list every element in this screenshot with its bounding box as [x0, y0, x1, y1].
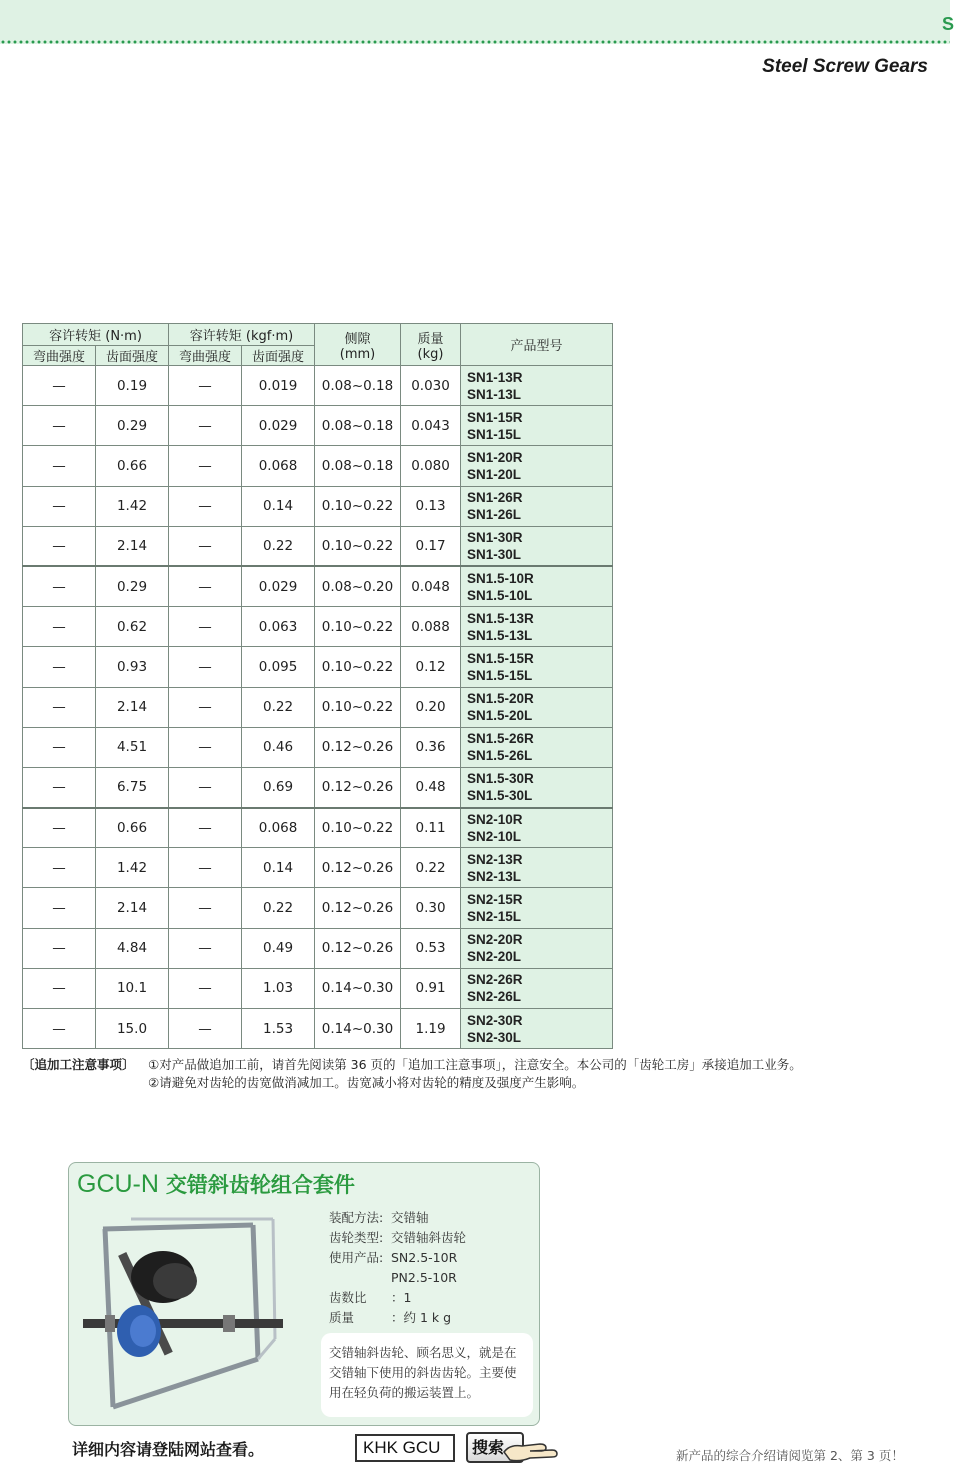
- cell-bending-kgfm: —: [169, 526, 242, 566]
- spec-row: [329, 1287, 466, 1307]
- cell-backlash: 0.10~0.22: [315, 526, 401, 566]
- cell-bending-kgfm: —: [169, 366, 242, 406]
- search-input[interactable]: KHK GCU: [355, 1434, 455, 1462]
- cell-bending-kgfm: —: [169, 888, 242, 928]
- cell-surface-kgfm: 0.69: [242, 767, 315, 807]
- model-right: SN2-30R: [467, 1012, 523, 1028]
- cell-bending-kgfm: —: [169, 968, 242, 1008]
- spec-list: [329, 1207, 466, 1327]
- cell-surface-kgfm: 0.22: [242, 526, 315, 566]
- cell-backlash: 0.08~0.20: [315, 566, 401, 606]
- cell-model: [461, 406, 613, 446]
- cell-model: [461, 647, 613, 687]
- model-left: SN1.5-15L: [467, 667, 533, 683]
- cell-surface-kgfm: 0.029: [242, 566, 315, 606]
- model-right: SN1-13R: [467, 369, 523, 385]
- cell-bending-nm: —: [23, 607, 96, 647]
- cell-model: [461, 767, 613, 807]
- table-row: [23, 526, 613, 566]
- model-left: SN2-26L: [467, 989, 522, 1005]
- cell-surface-kgfm: 0.068: [242, 446, 315, 486]
- spec-value: 交错轴斜齿轮: [391, 1230, 467, 1245]
- cell-bending-kgfm: —: [169, 808, 242, 848]
- cell-model: [461, 727, 613, 767]
- cell-model: [461, 1009, 613, 1049]
- cell-surface-nm: 0.29: [96, 406, 169, 446]
- model-right: SN1-20R: [467, 449, 523, 465]
- spec-key: 质量: [329, 1310, 355, 1325]
- model-left: SN1-15L: [467, 426, 522, 442]
- cell-surface-nm: 0.29: [96, 566, 169, 606]
- cell-bending-nm: —: [23, 968, 96, 1008]
- cell-surface-nm: 15.0: [96, 1009, 169, 1049]
- edge-letter: S: [942, 14, 954, 34]
- table-row: [23, 446, 613, 486]
- model-left: SN1-30L: [467, 547, 522, 563]
- cell-model: [461, 566, 613, 606]
- cell-bending-nm: —: [23, 647, 96, 687]
- table-row: [23, 687, 613, 727]
- cell-bending-kgfm: —: [169, 446, 242, 486]
- notes-label: 〔追加工注意事项〕: [22, 1057, 135, 1072]
- model-right: SN1.5-15R: [467, 650, 534, 666]
- cell-surface-nm: 4.51: [96, 727, 169, 767]
- cell-bending-nm: —: [23, 1009, 96, 1049]
- spec-table: [22, 323, 613, 1049]
- cell-surface-nm: 0.66: [96, 808, 169, 848]
- table-row: [23, 607, 613, 647]
- desc-line: 用在轻负荷的搬运装置上。: [329, 1385, 480, 1400]
- cell-backlash: 0.14~0.30: [315, 968, 401, 1008]
- product-box: [68, 1162, 540, 1426]
- cell-bending-kgfm: —: [169, 406, 242, 446]
- cell-backlash: 0.12~0.26: [315, 767, 401, 807]
- cell-mass: 0.048: [401, 566, 461, 606]
- model-left: SN1.5-30L: [467, 788, 533, 804]
- model-right: SN1-26R: [467, 490, 523, 506]
- model-left: SN2-30L: [467, 1029, 522, 1045]
- cell-surface-nm: 6.75: [96, 767, 169, 807]
- cell-bending-nm: —: [23, 446, 96, 486]
- cell-bending-kgfm: —: [169, 647, 242, 687]
- header-backlash: 侧隙 (mm): [315, 324, 401, 366]
- table-row: [23, 366, 613, 406]
- model-right: SN2-13R: [467, 851, 523, 867]
- product-code: GCU-N: [77, 1170, 159, 1198]
- cell-surface-nm: 2.14: [96, 526, 169, 566]
- page-title: Steel Screw Gears: [762, 56, 928, 77]
- model-left: SN2-15L: [467, 909, 522, 925]
- spec-value: 交错轴: [391, 1210, 429, 1225]
- table-row: [23, 848, 613, 888]
- cell-bending-nm: —: [23, 366, 96, 406]
- model-right: SN1-15R: [467, 409, 523, 425]
- model-right: SN1.5-13R: [467, 610, 534, 626]
- cell-surface-kgfm: 0.095: [242, 647, 315, 687]
- model-right: SN1.5-10R: [467, 570, 534, 586]
- cell-mass: 0.20: [401, 687, 461, 727]
- note-2: ②请避免对齿轮的齿宽做消减加工。齿宽减小将对齿轮的精度及强度产生影响。: [148, 1075, 585, 1090]
- cell-mass: 0.12: [401, 647, 461, 687]
- product-name: 交错斜齿轮组合套件: [165, 1173, 355, 1197]
- spec-value: SN2.5-10R: [391, 1249, 458, 1265]
- model-right: SN2-26R: [467, 972, 523, 988]
- gear-kit-image: [83, 1219, 291, 1417]
- cell-backlash: 0.10~0.22: [315, 647, 401, 687]
- cell-model: [461, 687, 613, 727]
- top-band: [0, 0, 954, 44]
- model-right: SN2-20R: [467, 932, 523, 948]
- spec-key: 齿轮类型:: [329, 1230, 384, 1245]
- cell-surface-nm: 4.84: [96, 928, 169, 968]
- cell-backlash: 0.10~0.22: [315, 687, 401, 727]
- model-left: SN1.5-20L: [467, 708, 533, 724]
- cell-bending-nm: —: [23, 566, 96, 606]
- cell-bending-nm: —: [23, 767, 96, 807]
- model-left: SN1-13L: [467, 386, 522, 402]
- model-left: SN1.5-26L: [467, 748, 533, 764]
- cell-surface-nm: 0.66: [96, 446, 169, 486]
- search-button[interactable]: 搜索: [466, 1432, 524, 1463]
- cell-surface-nm: 2.14: [96, 888, 169, 928]
- cell-bending-nm: —: [23, 808, 96, 848]
- header-bending-2: 弯曲强度: [169, 346, 242, 366]
- cell-surface-kgfm: 0.22: [242, 888, 315, 928]
- model-left: SN1.5-13L: [467, 627, 533, 643]
- cell-mass: 0.13: [401, 486, 461, 526]
- model-left: SN1-20L: [467, 466, 522, 482]
- table-row: [23, 727, 613, 767]
- cell-backlash: 0.08~0.18: [315, 446, 401, 486]
- cell-bending-kgfm: —: [169, 486, 242, 526]
- cell-model: [461, 808, 613, 848]
- cell-mass: 0.11: [401, 808, 461, 848]
- header-surface-2: 齿面强度: [242, 346, 315, 366]
- model-right: SN1.5-26R: [467, 731, 534, 747]
- cell-model: [461, 446, 613, 486]
- header-model: 产品型号: [461, 324, 613, 366]
- spec-row: [329, 1247, 466, 1267]
- cell-surface-nm: 0.62: [96, 607, 169, 647]
- cell-mass: 0.48: [401, 767, 461, 807]
- cell-surface-nm: 10.1: [96, 968, 169, 1008]
- cell-backlash: 0.08~0.18: [315, 366, 401, 406]
- cell-surface-kgfm: 0.49: [242, 928, 315, 968]
- visit-website-text: 详细内容请登陆网站查看。: [72, 1440, 265, 1459]
- model-right: SN2-10R: [467, 811, 523, 827]
- table-row: [23, 486, 613, 526]
- cell-model: [461, 366, 613, 406]
- cell-model: [461, 526, 613, 566]
- cell-surface-kgfm: 1.03: [242, 968, 315, 1008]
- spec-value: ：1: [391, 1290, 412, 1305]
- footer-note: 新产品的综合介绍请阅览第 2、第 3 页！: [676, 1448, 904, 1463]
- cell-mass: 0.22: [401, 848, 461, 888]
- cell-mass: 0.080: [401, 446, 461, 486]
- cell-mass: 0.53: [401, 928, 461, 968]
- spec-row: [329, 1267, 466, 1287]
- cell-surface-kgfm: 0.068: [242, 808, 315, 848]
- cell-bending-nm: —: [23, 727, 96, 767]
- cell-mass: 0.030: [401, 366, 461, 406]
- cell-backlash: 0.14~0.30: [315, 1009, 401, 1049]
- table-row: [23, 566, 613, 606]
- cell-surface-kgfm: 0.22: [242, 687, 315, 727]
- cell-backlash: 0.10~0.22: [315, 486, 401, 526]
- note-1: ①对产品做追加工前，请首先阅读第 36 页的「追加工注意事项」，注意安全。本公司的「齿轮工房」承接追加工业务。: [148, 1057, 802, 1072]
- cell-bending-nm: —: [23, 848, 96, 888]
- table-row: [23, 888, 613, 928]
- desc-line: 交错轴斜齿轮、顾名思义，就是在: [329, 1345, 517, 1360]
- description-box: [321, 1333, 533, 1417]
- notes: [22, 1055, 802, 1091]
- cell-bending-kgfm: —: [169, 687, 242, 727]
- header-torque-nm: 容许转矩 (N·m): [23, 324, 169, 346]
- cell-bending-kgfm: —: [169, 928, 242, 968]
- cell-surface-kgfm: 0.063: [242, 607, 315, 647]
- spec-row: [329, 1307, 466, 1327]
- header-surface-1: 齿面强度: [96, 346, 169, 366]
- spec-key: 使用产品:: [329, 1250, 384, 1265]
- model-left: SN2-20L: [467, 949, 522, 965]
- cell-backlash: 0.12~0.26: [315, 727, 401, 767]
- cell-backlash: 0.10~0.22: [315, 808, 401, 848]
- cell-backlash: 0.12~0.26: [315, 848, 401, 888]
- cell-surface-kgfm: 1.53: [242, 1009, 315, 1049]
- table-row: [23, 928, 613, 968]
- spec-key: 齿数比: [329, 1290, 367, 1305]
- product-title: [77, 1169, 355, 1199]
- model-right: SN1.5-30R: [467, 771, 534, 787]
- cell-surface-nm: 0.93: [96, 647, 169, 687]
- spec-row: [329, 1207, 466, 1227]
- dotted-border: [0, 40, 950, 44]
- header-mass: 质量 (kg): [401, 324, 461, 366]
- model-left: SN1-26L: [467, 507, 522, 523]
- model-left: SN1.5-10L: [467, 587, 533, 603]
- cell-backlash: 0.10~0.22: [315, 607, 401, 647]
- cell-mass: 0.91: [401, 968, 461, 1008]
- spec-row: [329, 1227, 466, 1247]
- spec-key: 装配方法:: [329, 1210, 384, 1225]
- cell-bending-nm: —: [23, 687, 96, 727]
- spec-value: PN2.5-10R: [391, 1269, 457, 1285]
- cell-bending-kgfm: —: [169, 566, 242, 606]
- cell-model: [461, 928, 613, 968]
- cell-model: [461, 888, 613, 928]
- cell-backlash: 0.12~0.26: [315, 928, 401, 968]
- cell-bending-nm: —: [23, 486, 96, 526]
- cell-surface-kgfm: 0.019: [242, 366, 315, 406]
- cell-bending-kgfm: —: [169, 848, 242, 888]
- cell-bending-kgfm: —: [169, 727, 242, 767]
- cell-backlash: 0.08~0.18: [315, 406, 401, 446]
- cell-surface-nm: 1.42: [96, 486, 169, 526]
- table-row: [23, 406, 613, 446]
- cell-mass: 1.19: [401, 1009, 461, 1049]
- cell-backlash: 0.12~0.26: [315, 888, 401, 928]
- model-right: SN1.5-20R: [467, 691, 534, 707]
- cell-mass: 0.17: [401, 526, 461, 566]
- header-torque-kgfm: 容许转矩 (kgf·m): [169, 324, 315, 346]
- pointing-hand-icon: [500, 1438, 560, 1463]
- desc-line: 交错轴下使用的斜齿齿轮。主要使: [329, 1365, 517, 1380]
- model-left: SN2-13L: [467, 868, 522, 884]
- cell-bending-kgfm: —: [169, 1009, 242, 1049]
- cell-surface-nm: 1.42: [96, 848, 169, 888]
- table-row: [23, 1009, 613, 1049]
- spec-value: ：约 1 k g: [391, 1310, 452, 1325]
- table-row: [23, 647, 613, 687]
- header-bending-1: 弯曲强度: [23, 346, 96, 366]
- table-row: [23, 767, 613, 807]
- cell-mass: 0.30: [401, 888, 461, 928]
- cell-mass: 0.36: [401, 727, 461, 767]
- cell-model: [461, 968, 613, 1008]
- cell-surface-nm: 2.14: [96, 687, 169, 727]
- table-row: [23, 968, 613, 1008]
- cell-surface-kgfm: 0.029: [242, 406, 315, 446]
- model-right: SN1-30R: [467, 530, 523, 546]
- cell-model: [461, 848, 613, 888]
- cell-bending-kgfm: —: [169, 767, 242, 807]
- cell-bending-nm: —: [23, 526, 96, 566]
- table-row: [23, 808, 613, 848]
- cell-bending-nm: —: [23, 928, 96, 968]
- table-body: [23, 366, 613, 1049]
- cell-bending-kgfm: —: [169, 607, 242, 647]
- cell-surface-nm: 0.19: [96, 366, 169, 406]
- cell-mass: 0.088: [401, 607, 461, 647]
- cell-bending-nm: —: [23, 888, 96, 928]
- cell-mass: 0.043: [401, 406, 461, 446]
- model-right: SN2-15R: [467, 892, 523, 908]
- cell-surface-kgfm: 0.14: [242, 848, 315, 888]
- model-left: SN2-10L: [467, 828, 522, 844]
- cell-surface-kgfm: 0.46: [242, 727, 315, 767]
- cell-surface-kgfm: 0.14: [242, 486, 315, 526]
- cell-model: [461, 486, 613, 526]
- cell-model: [461, 607, 613, 647]
- cell-bending-nm: —: [23, 406, 96, 446]
